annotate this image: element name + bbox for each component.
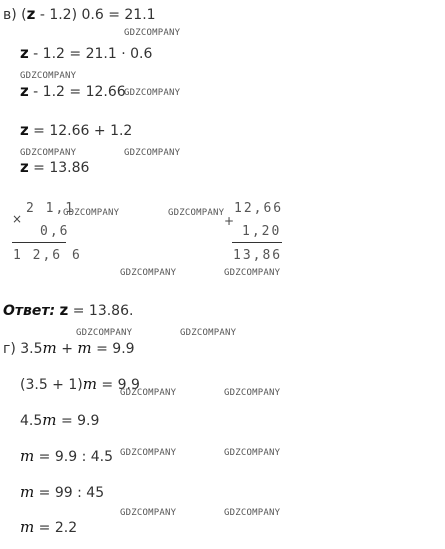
answer-line: Ответ: z = 13.86. xyxy=(3,301,134,319)
watermark: GDZCOMPANY xyxy=(180,328,237,338)
plus-sign: + xyxy=(224,214,235,228)
watermark: GDZCOMPANY xyxy=(76,328,133,338)
mult-line xyxy=(12,242,66,243)
add-result: 13,86 xyxy=(233,248,283,263)
mult-bottom: 0,6 xyxy=(40,224,70,239)
watermark: GDZCOMPANY xyxy=(63,208,120,218)
mult-top: 2 1,1 xyxy=(26,201,76,216)
mult-result: 1 2,6 6 xyxy=(13,248,82,263)
add-bottom: 1,20 xyxy=(242,224,282,239)
part-g-line-1: г) 3.5m + m = 9.9 xyxy=(3,339,135,357)
watermark: GDZCOMPANY xyxy=(20,71,77,81)
watermark: GDZCOMPANY xyxy=(124,88,181,98)
watermark: GDZCOMPANY xyxy=(124,148,181,158)
watermark: GDZCOMPANY xyxy=(224,268,281,278)
add-top: 12,66 xyxy=(234,201,284,216)
part-b-line-2: z - 1.2 = 21.1 · 0.6 xyxy=(20,44,153,62)
watermark: GDZCOMPANY xyxy=(124,28,181,38)
watermark: GDZCOMPANY xyxy=(224,508,281,518)
part-b-line-3: z - 1.2 = 12.66 xyxy=(20,82,126,100)
part-g-line-5: m = 99 : 45 xyxy=(20,483,105,501)
answer-label: Ответ: xyxy=(3,303,56,319)
watermark: GDZCOMPANY xyxy=(120,508,177,518)
watermark: GDZCOMPANY xyxy=(120,448,177,458)
part-g-line-3: 4.5m = 9.9 xyxy=(20,411,100,429)
watermark: GDZCOMPANY xyxy=(120,268,177,278)
part-b-line-1: в) (z - 1.2) 0.6 = 21.1 xyxy=(3,5,156,23)
add-line xyxy=(232,242,282,243)
part-g-label: г) xyxy=(3,341,16,357)
watermark: GDZCOMPANY xyxy=(120,388,177,398)
multiply-sign: × xyxy=(12,212,23,226)
part-g-line-2: (3.5 + 1)m = 9.9 xyxy=(20,375,140,393)
watermark: GDZCOMPANY xyxy=(20,148,77,158)
var-z: z xyxy=(26,5,36,23)
watermark: GDZCOMPANY xyxy=(168,208,225,218)
watermark: GDZCOMPANY xyxy=(224,388,281,398)
part-g-line-6: m = 2.2 xyxy=(20,518,78,536)
part-b-label: в) xyxy=(3,7,17,23)
part-b-line-4: z = 12.66 + 1.2 xyxy=(20,121,133,139)
part-b-line-5: z = 13.86 xyxy=(20,158,90,176)
watermark: GDZCOMPANY xyxy=(224,448,281,458)
part-g-line-4: m = 9.9 : 4.5 xyxy=(20,447,114,465)
